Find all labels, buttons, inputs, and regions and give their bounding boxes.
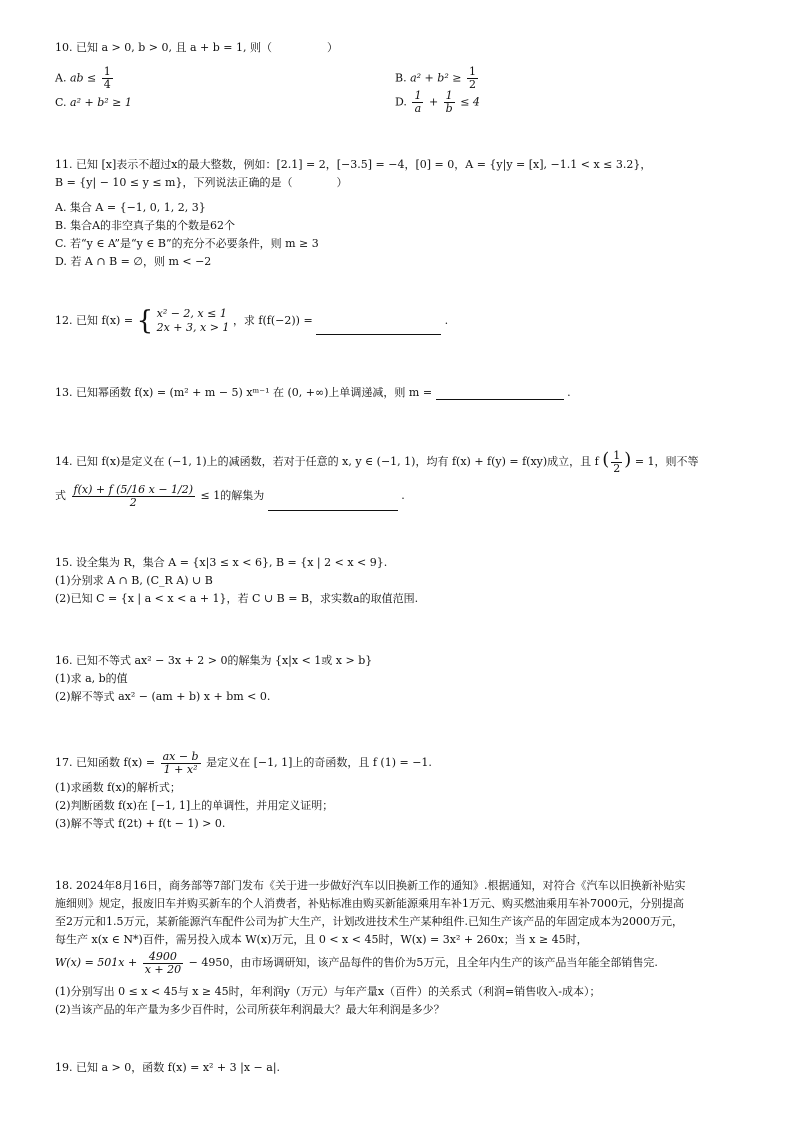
left-brace: { — [136, 306, 154, 336]
q11-option-d: D. 若 A ∩ B = ∅，则 m < −2 — [55, 255, 212, 268]
q17-line-2: (1)求函数 f(x)的解析式； — [55, 781, 181, 794]
q17-line-4: (3)解不等式 f(2t) + f(t − 1) > 0. — [55, 817, 226, 830]
q10-option-d: D. $\frac{1}{a}$ + $\frac{1}{b}$ ≤ 4 — [395, 89, 480, 115]
fraction: $\frac{1}{b}$ — [445, 89, 453, 115]
q15-line-1: 15. 设全集为 R，集合 A = {x|3 ≤ x < 6}, B = {x | 2 < x < 9}. — [55, 556, 388, 569]
fraction: $\frac{ax - b}{\text{1 + x²}}$ — [162, 749, 199, 776]
q10-option-a: A. ab ≤ $\frac{1}{4}$ — [55, 65, 111, 91]
fraction: $\frac{1}{2}$ — [613, 448, 621, 475]
fraction: $\frac{1}{2}$ — [468, 65, 476, 91]
answer-blank[interactable] — [316, 306, 441, 335]
q11-line-1: 11. 已知 [x]表示不超过x的最大整数，例如：[2.1] = 2，[−3.5] = −4，[0] = 0，A = {y|y = [x], −1.1 < x ≤ 3.2}， — [55, 158, 652, 171]
q11-line-2: B = {y| − 10 ≤ y ≤ m}，下列说法正确的是（ ） — [55, 176, 348, 189]
piecewise-cases: x² − 2, x ≤ 1 2x + 3, x > 1 — [156, 307, 230, 334]
q10-option-c: C. a² + b² ≥ 1 — [55, 96, 132, 109]
q16-line-1: 16. 已知不等式 ax² − 3x + 2 > 0的解集为 {x|x < 1或 x > b} — [55, 654, 373, 667]
q17-line-3: (2)判断函数 f(x)在 [−1, 1]上的单调性，并用定义证明； — [55, 799, 334, 812]
q11-option-a: A. 集合 A = {−1, 0, 1, 2, 3} — [55, 201, 206, 214]
q16-line-2: (1)求 a, b的值 — [55, 672, 128, 685]
q18-line-6: (1)分别写出 0 ≤ x < 45与 x ≥ 45时，年利润y（万元）与年产量x（百件）的关系式（利润=销售收入-成本）； — [55, 985, 601, 998]
q14-line-1: 14. 已知 f(x)是定义在 (−1, 1)上的减函数，若对于任意的 x, y ∈ (−1, 1)，均有 f(x) + f(y) = f(xy)成立，且 f ( $\frac{1}{2}$ ) = 1，则不等 — [55, 448, 699, 475]
q18-line-1: 18. 2024年8月16日，商务部等7部门发布《关于进一步做好汽车以旧换新工作的通知》.根据通知，对符合《汽车以旧换新补贴实 — [55, 879, 686, 892]
q15-line-3: (2)已知 C = {x | a < x < a + 1}，若 C ∪ B = B，求实数a的取值范围. — [55, 592, 419, 605]
answer-blank[interactable] — [436, 384, 564, 400]
q18-line-4: 每生产 x(x ∈ N*)百件，需另投入成本 W(x)万元，且 0 < x < 45时，W(x) = 3x² + 260x；当 x ≥ 45时， — [55, 933, 588, 946]
q18-line-2: 施细则》规定，报废旧车并购买新车的个人消费者，补贴标准由购买新能源乘用车补1万元、购买燃油乘用车补7000元，分别提高 — [55, 897, 684, 910]
q19: 19. 已知 a > 0，函数 f(x) = x² + 3 |x − a|. — [55, 1061, 281, 1074]
q17-line-1: 17. 已知函数 f(x) = $\frac{ax - b}{\text{1 + x²}}$ 是定义在 [−1, 1]上的奇函数，且 f (1) = −1. — [55, 749, 432, 776]
q11-option-b: B. 集合A的非空真子集的个数是62个 — [55, 219, 236, 232]
fraction: $\frac{f(x) + f (5/16 x - 1/2)}{2}$ — [73, 482, 194, 509]
q16-line-3: (2)解不等式 ax² − (am + b) x + bm < 0. — [55, 690, 271, 703]
q12: 12. 已知 f(x) = { x² − 2, x ≤ 1 2x + 3, x > 1 ，求 f(f(−2)) = . — [55, 306, 449, 336]
q18-line-3: 至2万元和1.5万元，某新能源汽车配件公司为扩大生产，计划改进技术生产某种组件.已知生产该产品的年固定成本为2000万元， — [55, 915, 683, 928]
q14-line-2: 式 $\frac{f(x) + f (5/16 x - 1/2)}{2}$ ≤ 1的解集为 . — [55, 480, 405, 511]
answer-blank[interactable] — [268, 480, 398, 511]
q13: 13. 已知幂函数 f(x) = (m² + m − 5) xᵐ⁻¹ 在 (0, +∞)上单调递减，则 m = . — [55, 386, 571, 399]
fraction: $\frac{1}{a}$ — [414, 89, 422, 115]
q11-option-c: C. 若“y ∈ A”是“y ∈ B”的充分不必要条件，则 m ≥ 3 — [55, 237, 319, 250]
q10-option-b: B. a² + b² ≥ $\frac{1}{2}$ — [395, 65, 476, 91]
fraction: $\frac{4900}{x + 20}$ — [144, 949, 182, 976]
fraction: $\frac{1}{4}$ — [103, 65, 111, 91]
q18-line-5: W(x) = 501x + $\frac{4900}{x + 20}$ − 4950，由市场调研知，该产品每件的售价为5万元，且全年内生产的该产品当年能全部销售完. — [55, 949, 658, 976]
q15-line-2: (1)分别求 A ∩ B, (C_R A) ∪ B — [55, 574, 213, 587]
q10-stem: 10. 已知 a > 0, b > 0, 且 a + b = 1, 则（ ） — [55, 41, 338, 54]
q18-line-7: (2)当该产品的年产量为多少百件时，公司所获年利润最大？最大年利润是多少？ — [55, 1003, 445, 1016]
